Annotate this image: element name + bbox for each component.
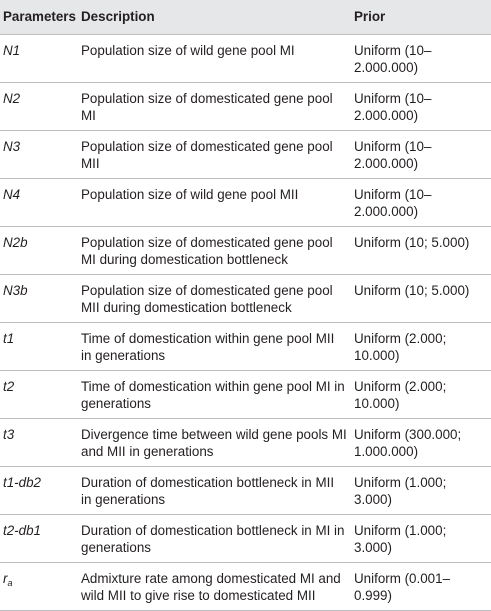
table-row: [0, 274, 491, 322]
table-row: [0, 466, 491, 514]
param-cell: N3b: [3, 282, 28, 298]
table-row: [0, 34, 491, 82]
table-row: [0, 178, 491, 226]
param-cell: t1: [3, 330, 15, 346]
description-cell: Population size of domesticated gene pool MII during domestication bottleneck: [81, 282, 333, 315]
table-row: [0, 514, 491, 562]
table-row: [0, 562, 491, 610]
table-row: [0, 130, 491, 178]
prior-cell: Uniform (2.000; 10.000): [354, 330, 447, 363]
prior-cell: Uniform (1.000; 3.000): [354, 474, 447, 507]
table-row: [0, 82, 491, 130]
prior-cell: Uniform (10–2.000.000): [354, 186, 432, 219]
table-body: [0, 34, 491, 610]
prior-cell: Uniform (10–2.000.000): [354, 138, 432, 171]
prior-cell: Uniform (10; 5.000): [354, 234, 470, 250]
table-row: [0, 370, 491, 418]
param-cell: N2: [3, 90, 21, 106]
prior-cell: Uniform (0.001–0.999): [354, 570, 451, 603]
description-cell: Divergence time between wild gene pools MI and MII in generations: [81, 426, 347, 459]
prior-cell: Uniform (2.000; 10.000): [354, 378, 447, 411]
param-cell: t3: [3, 426, 15, 442]
param-cell: N3: [3, 138, 21, 154]
table-row: [0, 226, 491, 274]
param-cell: N4: [3, 186, 21, 202]
prior-cell: Uniform (10; 5.000): [354, 282, 470, 298]
header-description: Description: [80, 0, 352, 34]
header-prior: Prior: [352, 0, 491, 34]
header-row: [0, 0, 491, 34]
param-cell: t2: [3, 378, 15, 394]
prior-cell: Uniform (10–2.000.000): [354, 90, 432, 123]
param-symbol: r: [3, 570, 8, 586]
param-cell: t2-db1: [3, 522, 41, 538]
param-cell: N2b: [3, 234, 28, 250]
description-cell: Time of domestication within gene pool MI in generations: [81, 378, 345, 411]
description-cell: Time of domestication within gene pool MII in generations: [81, 330, 335, 363]
description-cell: Duration of domestication bottleneck in MI in generations: [81, 522, 345, 555]
table-header: [0, 0, 491, 34]
description-cell: Population size of wild gene pool MII: [81, 186, 299, 202]
description-cell: Population size of domesticated gene pool MII: [81, 138, 333, 171]
param-cell: [0, 562, 80, 610]
description-cell: Admixture rate among domesticated MI and wild MII to give rise to domesticated MII: [81, 570, 341, 603]
param-subscript: a: [7, 577, 13, 588]
table-row: [0, 322, 491, 370]
header-parameters: Parameters: [0, 0, 80, 34]
description-cell: Population size of wild gene pool MI: [81, 42, 295, 58]
prior-cell: Uniform (300.000; 1.000.000): [354, 426, 462, 459]
param-cell: N1: [3, 42, 21, 58]
param-cell: t1-db2: [3, 474, 41, 490]
table-row: [0, 418, 491, 466]
description-cell: Population size of domesticated gene pool MI during domestication bottleneck: [81, 234, 333, 267]
prior-cell: Uniform (1.000; 3.000): [354, 522, 447, 555]
prior-cell: Uniform (10–2.000.000): [354, 42, 432, 75]
description-cell: Duration of domestication bottleneck in MII in generations: [81, 474, 335, 507]
description-cell: Population size of domesticated gene pool MI: [81, 90, 333, 123]
